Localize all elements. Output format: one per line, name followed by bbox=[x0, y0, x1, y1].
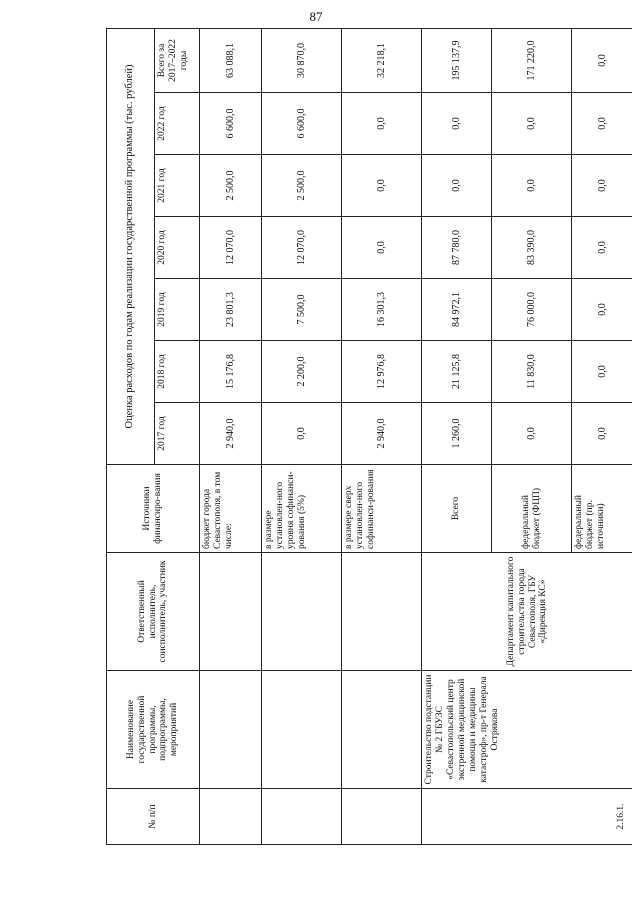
source-cell: бюджет города Севастополя, в том числе: bbox=[200, 465, 262, 553]
value-cell: 6 600,0 bbox=[200, 93, 262, 155]
value-cell: 15 176,8 bbox=[200, 341, 262, 403]
cell-name-empty bbox=[342, 671, 422, 789]
value-cell: 11 830,0 bbox=[492, 341, 572, 403]
value-cell: 0,0 bbox=[572, 403, 632, 465]
header-year: 2021 год bbox=[155, 155, 200, 217]
value-cell: 12 070,0 bbox=[262, 217, 342, 279]
value-cell: 0,0 bbox=[572, 93, 632, 155]
value-cell-total: 0,0 bbox=[572, 28, 632, 92]
header-year: 2019 год bbox=[155, 279, 200, 341]
source-cell: Всего bbox=[422, 465, 492, 553]
cell-num-empty bbox=[262, 789, 342, 845]
value-cell: 2 500,0 bbox=[200, 155, 262, 217]
header-num: № п/п bbox=[107, 789, 200, 845]
value-cell: 0,0 bbox=[262, 403, 342, 465]
value-cell: 0,0 bbox=[342, 93, 422, 155]
value-cell: 0,0 bbox=[492, 155, 572, 217]
value-cell: 0,0 bbox=[342, 217, 422, 279]
source-cell: федеральный бюджет (пр. источники) bbox=[572, 465, 632, 553]
value-cell: 2 940,0 bbox=[342, 403, 422, 465]
source-cell: в размере установлен-ного уровня софинанси-рования (5%) bbox=[262, 465, 342, 553]
header-estimate: Оценка расходов по годам реализации государственной программы (тыс. рублей) bbox=[107, 28, 155, 464]
cell-executor-empty bbox=[200, 553, 262, 671]
value-cell-total: 32 218,1 bbox=[342, 28, 422, 92]
financing-table bbox=[106, 28, 632, 845]
value-cell-total: 195 137,9 bbox=[422, 28, 492, 92]
source-cell: в размере сверх установлен-ного софинанси-рования bbox=[342, 465, 422, 553]
value-cell: 0,0 bbox=[572, 279, 632, 341]
page-number: 87 bbox=[309, 9, 323, 24]
value-cell-total: 63 088,1 bbox=[200, 28, 262, 92]
value-cell: 2 500,0 bbox=[262, 155, 342, 217]
value-cell: 0,0 bbox=[572, 217, 632, 279]
value-cell: 7 500,0 bbox=[262, 279, 342, 341]
header-year: 2022 год bbox=[155, 93, 200, 155]
value-cell: 12 976,8 bbox=[342, 341, 422, 403]
value-cell: 87 780,0 bbox=[422, 217, 492, 279]
value-cell: 23 801,3 bbox=[200, 279, 262, 341]
value-cell: 21 125,8 bbox=[422, 341, 492, 403]
value-cell: 0,0 bbox=[492, 403, 572, 465]
table-row bbox=[342, 28, 422, 844]
header-name: Наименование государственной программы, подпрограммы, мероприятий bbox=[107, 671, 200, 789]
value-cell: 0,0 bbox=[572, 155, 632, 217]
header-row bbox=[107, 28, 155, 844]
measure-name: Строительство подстанции № 2 ГБУЗС «Севастопольский центр экстренной медицинской помощи и медицины катастроф», пр-т Генерала Острякова bbox=[422, 671, 632, 789]
cell-name-empty bbox=[200, 671, 262, 789]
value-cell: 0,0 bbox=[342, 155, 422, 217]
header-year: 2020 год bbox=[155, 217, 200, 279]
cell-executor-empty bbox=[342, 553, 422, 671]
measure-executor: Департамент капитального строительства города Севастополя, ГБУ «Дирекция КС» bbox=[422, 553, 632, 671]
header-executor: Ответственный исполнитель, соисполнитель, участник bbox=[107, 553, 200, 671]
table-row bbox=[200, 28, 262, 844]
header-year: 2018 год bbox=[155, 341, 200, 403]
value-cell: 2 200,0 bbox=[262, 341, 342, 403]
value-cell: 84 972,1 bbox=[422, 279, 492, 341]
value-cell: 6 600,0 bbox=[262, 93, 342, 155]
cell-num-empty bbox=[200, 789, 262, 845]
value-cell: 12 070,0 bbox=[200, 217, 262, 279]
value-cell: 0,0 bbox=[422, 93, 492, 155]
value-cell: 83 390,0 bbox=[492, 217, 572, 279]
measure-num: 2.16.1. bbox=[422, 789, 632, 845]
table-row bbox=[262, 28, 342, 844]
value-cell: 0,0 bbox=[572, 341, 632, 403]
rotated-table-container bbox=[106, 29, 627, 845]
value-cell: 0,0 bbox=[492, 93, 572, 155]
value-cell-total: 30 870,0 bbox=[262, 28, 342, 92]
value-cell: 2 940,0 bbox=[200, 403, 262, 465]
cell-num-empty bbox=[342, 789, 422, 845]
header-source: Источники финансиро-вания bbox=[107, 465, 200, 553]
value-cell: 0,0 bbox=[422, 155, 492, 217]
cell-name-empty bbox=[262, 671, 342, 789]
value-cell-total: 171 220,0 bbox=[492, 28, 572, 92]
header-year-total: Всего за 2017–2022 годы bbox=[155, 28, 200, 92]
source-cell: федеральный бюджет (ФЦП) bbox=[492, 465, 572, 553]
cell-executor-empty bbox=[262, 553, 342, 671]
value-cell: 1 260,0 bbox=[422, 403, 492, 465]
value-cell: 76 000,0 bbox=[492, 279, 572, 341]
value-cell: 16 301,3 bbox=[342, 279, 422, 341]
header-year: 2017 год bbox=[155, 403, 200, 465]
table-row bbox=[422, 28, 492, 844]
